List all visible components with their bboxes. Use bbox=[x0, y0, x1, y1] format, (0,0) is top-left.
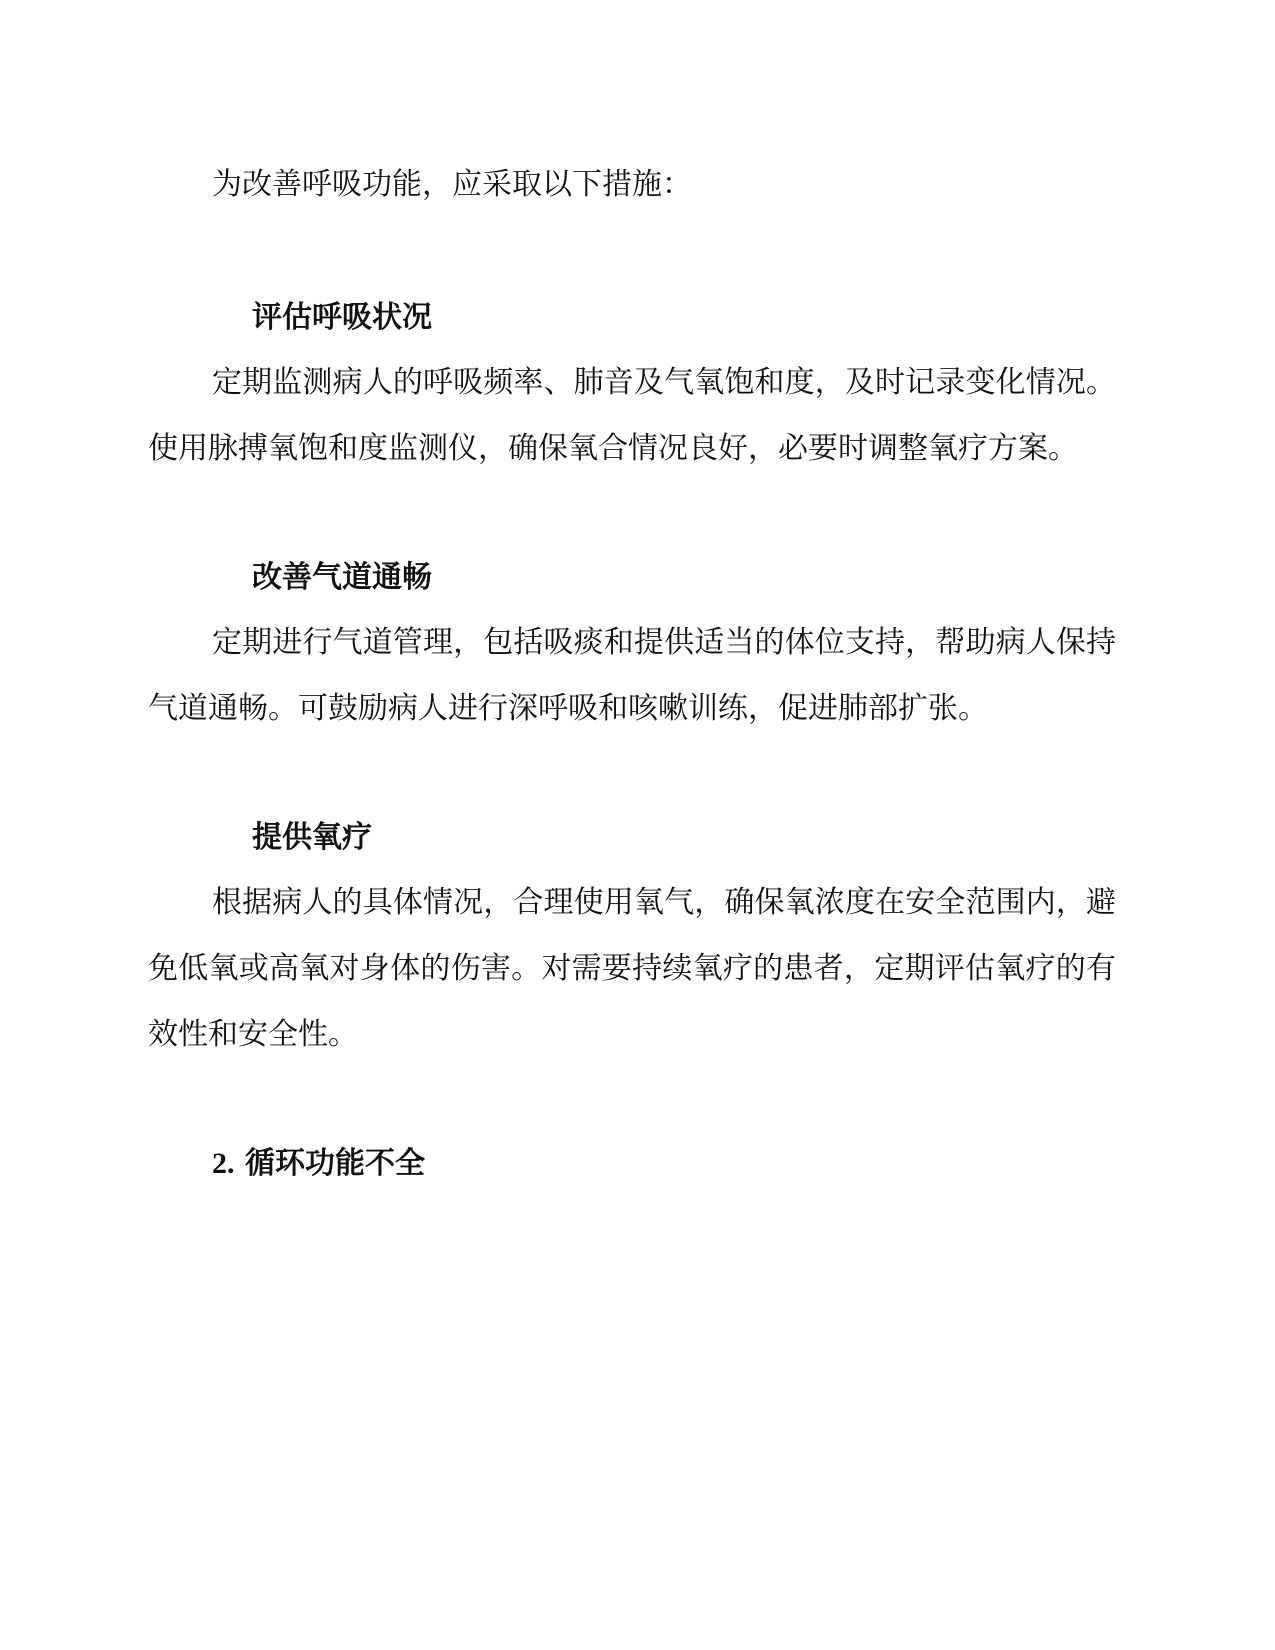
intro-paragraph: 为改善呼吸功能，应采取以下措施： bbox=[212, 167, 692, 202]
section-title: 提供氧疗 bbox=[252, 820, 372, 855]
section-title: 评估呼吸状况 bbox=[252, 300, 432, 335]
section-body: 定期监测病人的呼吸频率、肺音及气氧饱和度，及时记录变化情况。使用脉搏氧饱和度监测仪，确保氧合情况良好，必要时调整氧疗方案。 bbox=[148, 365, 1116, 466]
heading-title: 循环功能不全 bbox=[244, 1146, 425, 1181]
next-section-heading bbox=[148, 1132, 1116, 1196]
section-body: 根据病人的具体情况，合理使用氧气，确保氧浓度在安全范围内，避免低氧或高氧对身体的伤害。对需要持续氧疗的患者，定期评估氧疗的有效性和安全性。 bbox=[148, 885, 1116, 1052]
section-oxygen-therapy bbox=[148, 806, 1116, 1068]
section-airway-patency bbox=[148, 546, 1116, 742]
section-title: 改善气道通畅 bbox=[252, 560, 432, 595]
heading-number: 2. bbox=[212, 1147, 235, 1180]
document-page bbox=[148, 152, 1116, 1196]
section-body: 定期进行气道管理，包括吸痰和提供适当的体位支持，帮助病人保持气道通畅。可鼓励病人进行深呼吸和咳嗽训练，促进肺部扩张。 bbox=[148, 625, 1116, 726]
section-assess-breathing bbox=[148, 286, 1116, 482]
